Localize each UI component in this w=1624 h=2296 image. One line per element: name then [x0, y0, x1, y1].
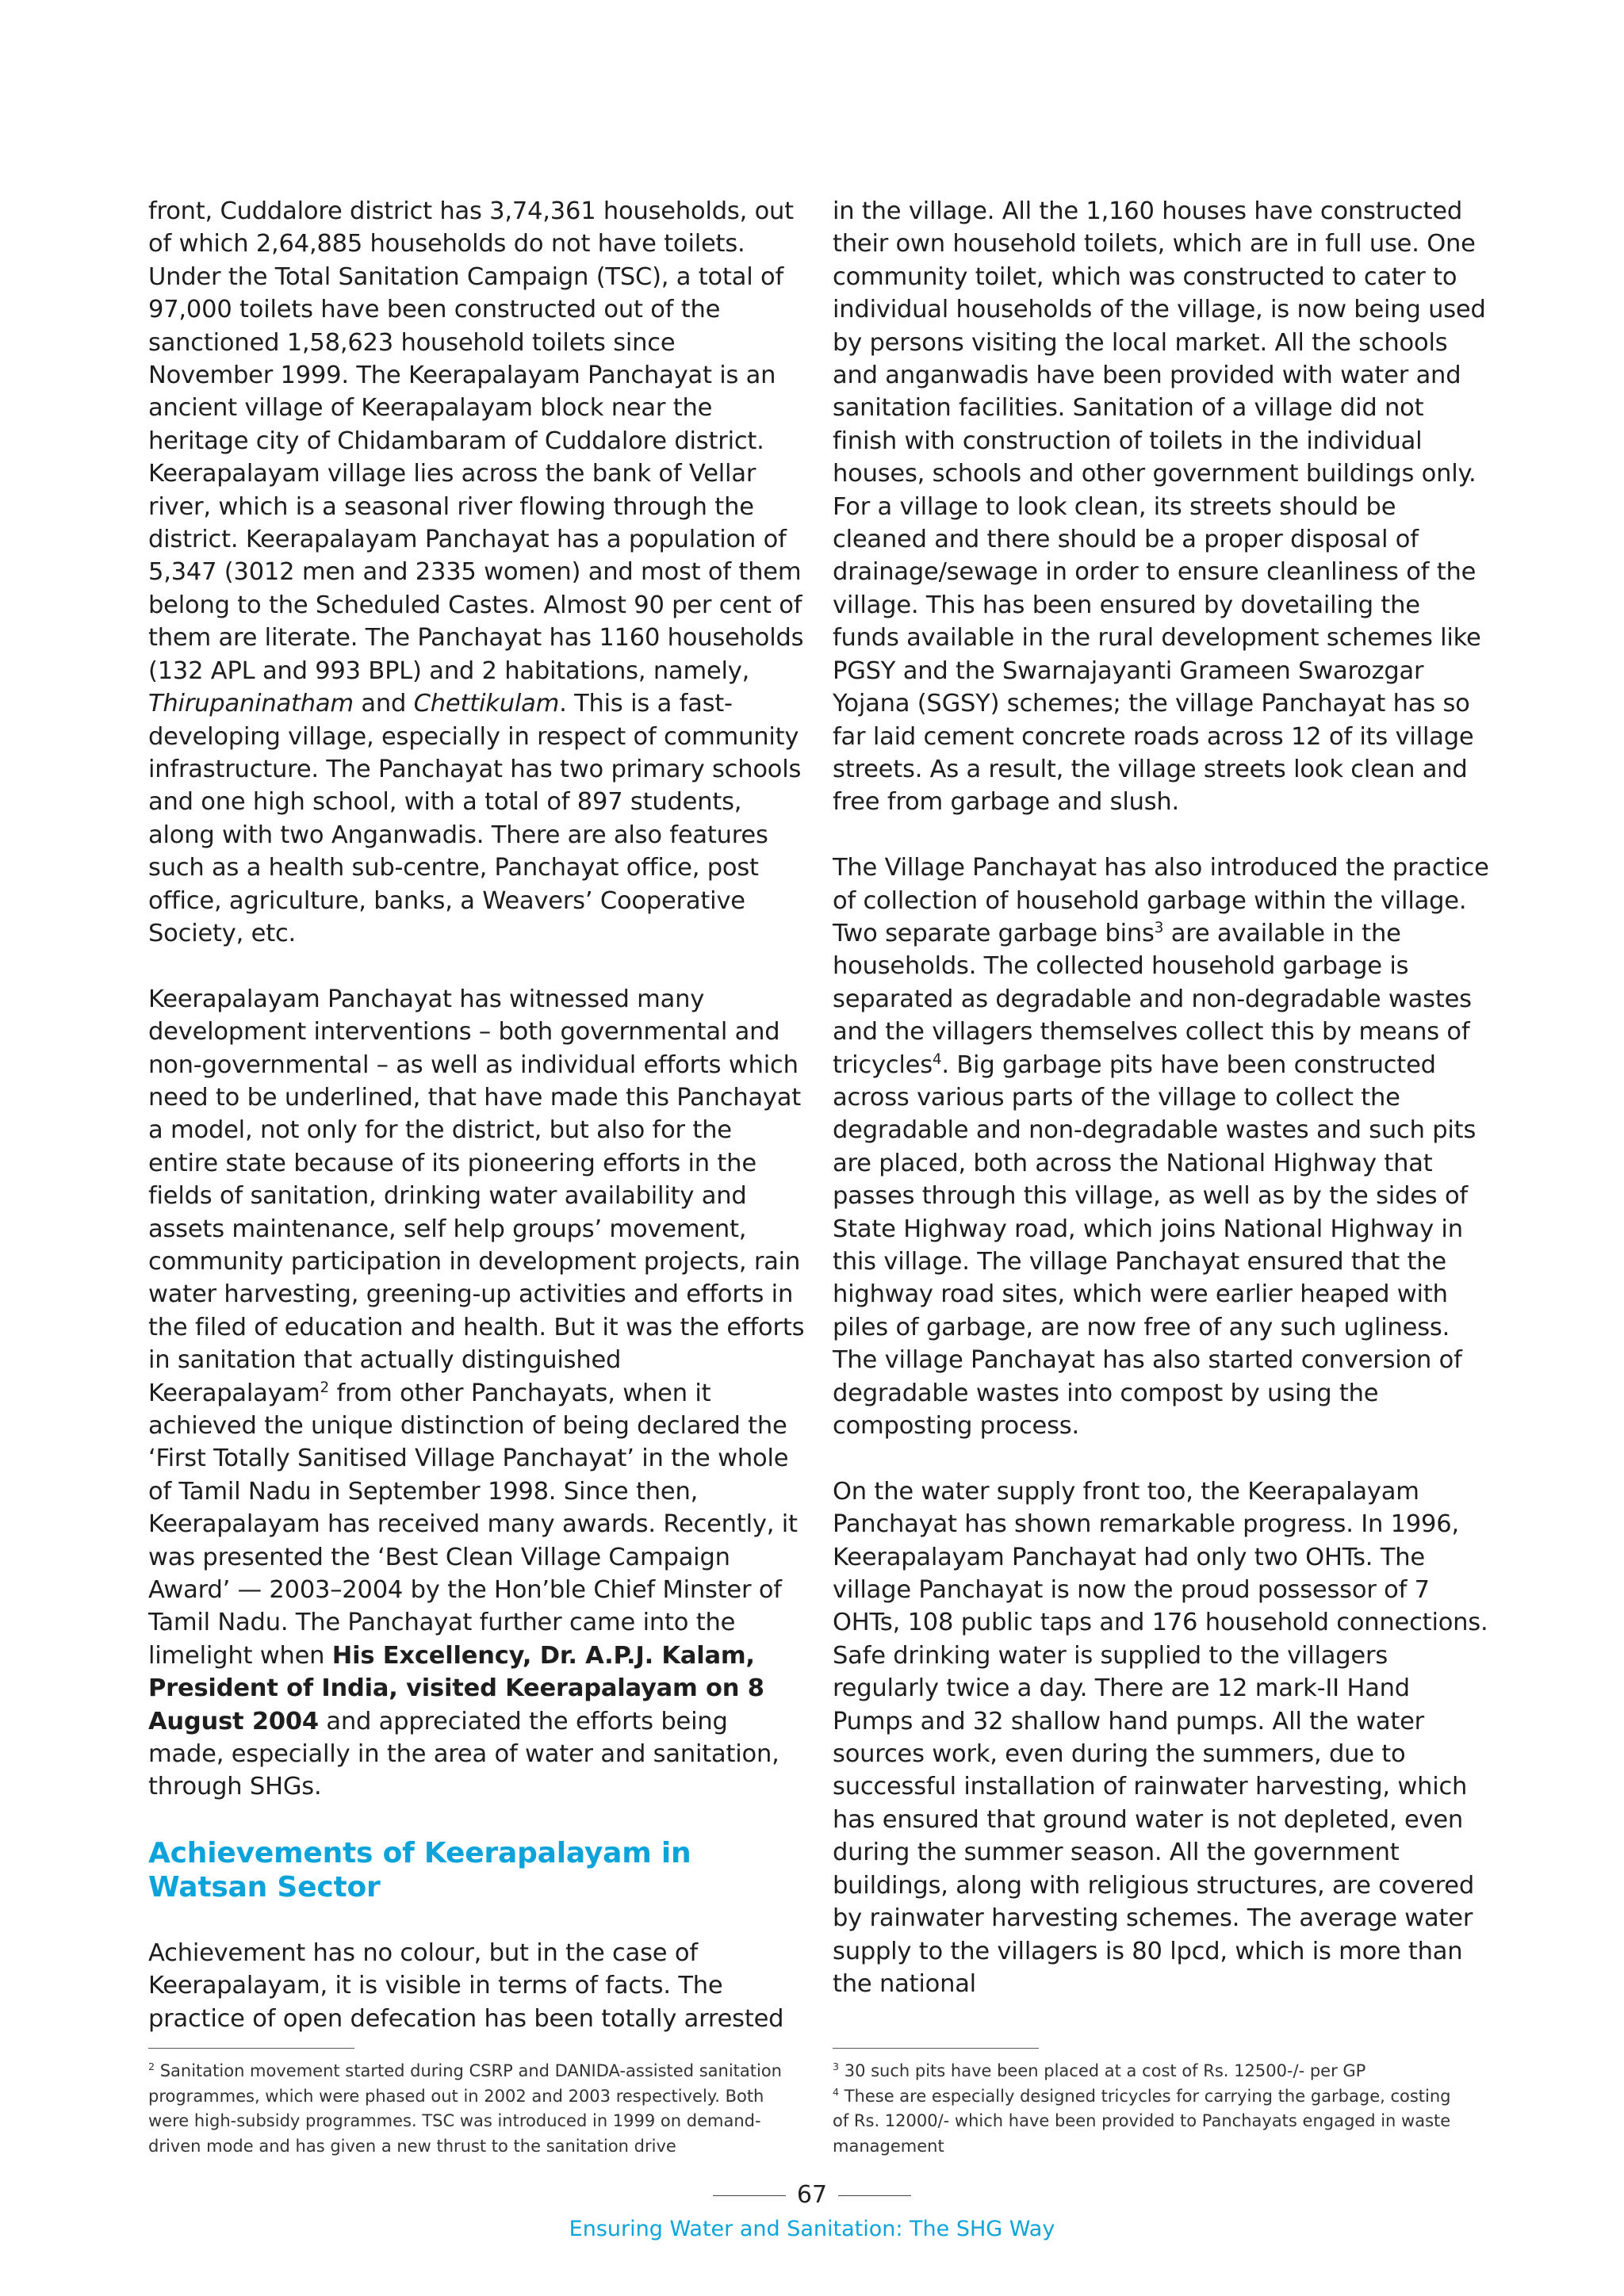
footnote-rule: [148, 2048, 354, 2049]
section-heading: Achievements of Keerapalayam in Watsan Sector: [148, 1836, 691, 1904]
running-footer: Ensuring Water and Sanitation: The SHG Way: [569, 2217, 1055, 2241]
left-column: [148, 195, 806, 2035]
footnote-4: $^4$ These are especially designed tricycles for carrying the garbage, costing of Rs. 12000/- which have been provided to Panchayats engaged in waste management: [833, 2085, 1451, 2156]
footnote-ref: 2: [320, 1379, 329, 1396]
paragraph-garbage: The Village Panchayat has also introduced the practice of collection of household garbage within the village. Two separate garbage bins$^3$ are available in the households. The collected household garbage is separated as degradable and non-degradable wastes and the villagers themselves collect this by means of tricycles$^4$. Big garbage pits have been constructed across various parts of the village to collect the degradable and non-degradable wastes and such pits are placed, both across the National Highway that passes through this village, as well as by the sides of State Highway road, which joins National Highway in this village. The village Panchayat ensured that the highway road sites, which were earlier heaped with piles of garbage, are now free of any such ugliness. The village Panchayat has also started conversion of degradable wastes into compost by using the composting process.: [833, 854, 1489, 1441]
right-column: [833, 195, 1491, 2000]
footnotes-right: [833, 2059, 1467, 2159]
footnote-rule: [833, 2048, 1039, 2049]
page-number-rule: [838, 2195, 911, 2196]
page-number: 67: [0, 2181, 1624, 2210]
footnote-3: $^3$ 30 such pits have been placed at a cost of Rs. 12500-/- per GP: [833, 2061, 1366, 2080]
bold-highlight: His Excellency, Dr. A.P.J. Kalam, President of India, visited Keerapalayam on 8 August 2004: [148, 1641, 764, 1735]
footnote-2: $^2$ Sanitation movement started during CSRP and DANIDA-assisted sanitation programmes, which were phased out in 2002 and 2003 respectively. Both were high-subsidy programmes. TSC was introduced in 1999 on demand-driven mode and has given a new thrust to the sanitation drive: [148, 2061, 782, 2156]
paragraph-water-supply: On the water supply front too, the Keerapalayam Panchayat has shown remarkable progress. In 1996, Keerapalayam Panchayat had only two OHTs. The village Panchayat is now the proud possessor of 7 OHTs, 108 public taps and 176 household connections. Safe drinking water is supplied to the villagers regularly twice a day. There are 12 mark-II Hand Pumps and 32 shallow hand pumps. All the water sources work, even during the summers, due to successful installation of rainwater harvesting, which has ensured that ground water is not depleted, even during the summer season. All the government buildings, along with religious structures, are covered by rainwater harvesting schemes. The average water supply to the villagers is 80 lpcd, which is more than the national: [833, 1477, 1488, 1998]
footnote-ref: 3: [1154, 919, 1164, 936]
paragraph-interventions: Keerapalayam Panchayat has witnessed many development interventions – both governmental and non-governmental – as well as individual efforts which need to be underlined, that have made this Panchayat a model, not only for the district, but also for the entire state because of its pioneering efforts in the fields of sanitation, drinking water availability and assets maintenance, self help groups’ movement, community participation in development projects, rain water harvesting, greening-up activities and efforts in the filed of education and health. But it was the efforts in sanitation that actually distinguished Keerapalayam$^2$ from other Panchayats, when it achieved the unique distinction of being declared the ‘First Totally Sanitised Village Panchayat’ in the whole of Tamil Nadu in September 1998. Since then, Keerapalayam has received many awards. Recently, it was presented the ‘Best Clean Village Campaign Award’ — 2003–2004 by the Hon’ble Chief Minster of Tamil Nadu. The Panchayat further came into the limelight when His Excellency, Dr. A.P.J. Kalam, President of India, visited Keerapalayam on 8 August 2004 and appreciated the efforts being made, especially in the area of water and sanitation, through SHGs.: [148, 985, 805, 1801]
page-number-rule: [713, 2195, 786, 2196]
footnote-ref: 4: [932, 1050, 942, 1068]
paragraph-intro: front, Cuddalore district has 3,74,361 households, out of which 2,64,885 households do not have toilets. Under the Total Sanitation Campaign (TSC), a total of 97,000 toilets have been constructed out of the sanctioned 1,58,623 household toilets since November 1999. The Keerapalayam Panchayat is an ancient village of Keerapalayam block near the heritage city of Chidambaram of Cuddalore district. Keerapalayam village lies across the bank of Vellar river, which is a seasonal river flowing through the district. Keerapalayam Panchayat has a population of 5,347 (3012 men and 2335 women) and most of them belong to the Scheduled Castes. Almost 90 per cent of them are literate. The Panchayat has 1160 households (132 APL and 993 BPL) and 2 habitations, namely, Thirupaninatham and Chettikulam. This is a fast-developing village, especially in respect of community infrastructure. The Panchayat has two primary schools and one high school, with a total of 897 students, along with two Anganwadis. There are also features such as a health sub-centre, Panchayat office, post office, agriculture, banks, a Weavers’ Cooperative Society, etc.: [148, 197, 804, 947]
habitation-name: Chettikulam: [413, 690, 560, 718]
paragraph-sanitation: in the village. All the 1,160 houses have constructed their own household toilets, which are in full use. One community toilet, which was constructed to cater to individual households of the village, is now being used by persons visiting the local market. All the schools and anganwadis have been provided with water and sanitation facilities. Sanitation of a village did not finish with construction of toilets in the individual houses, schools and other government buildings only. For a village to look clean, its streets should be cleaned and there should be a proper disposal of drainage/sewage in order to ensure cleanliness of the village. This has been ensured by dovetailing the funds available in the rural development schemes like PGSY and the Swarnajayanti Grameen Swarozgar Yojana (SGSY) schemes; the village Panchayat has so far laid cement concrete roads across 12 of its village streets. As a result, the village streets look clean and free from garbage and slush.: [833, 197, 1486, 817]
habitation-name: Thirupaninatham: [148, 690, 354, 718]
paragraph-achievement: Achievement has no colour, but in the case of Keerapalayam, it is visible in terms of facts. The practice of open defecation has been totally arrested: [148, 1938, 784, 2033]
